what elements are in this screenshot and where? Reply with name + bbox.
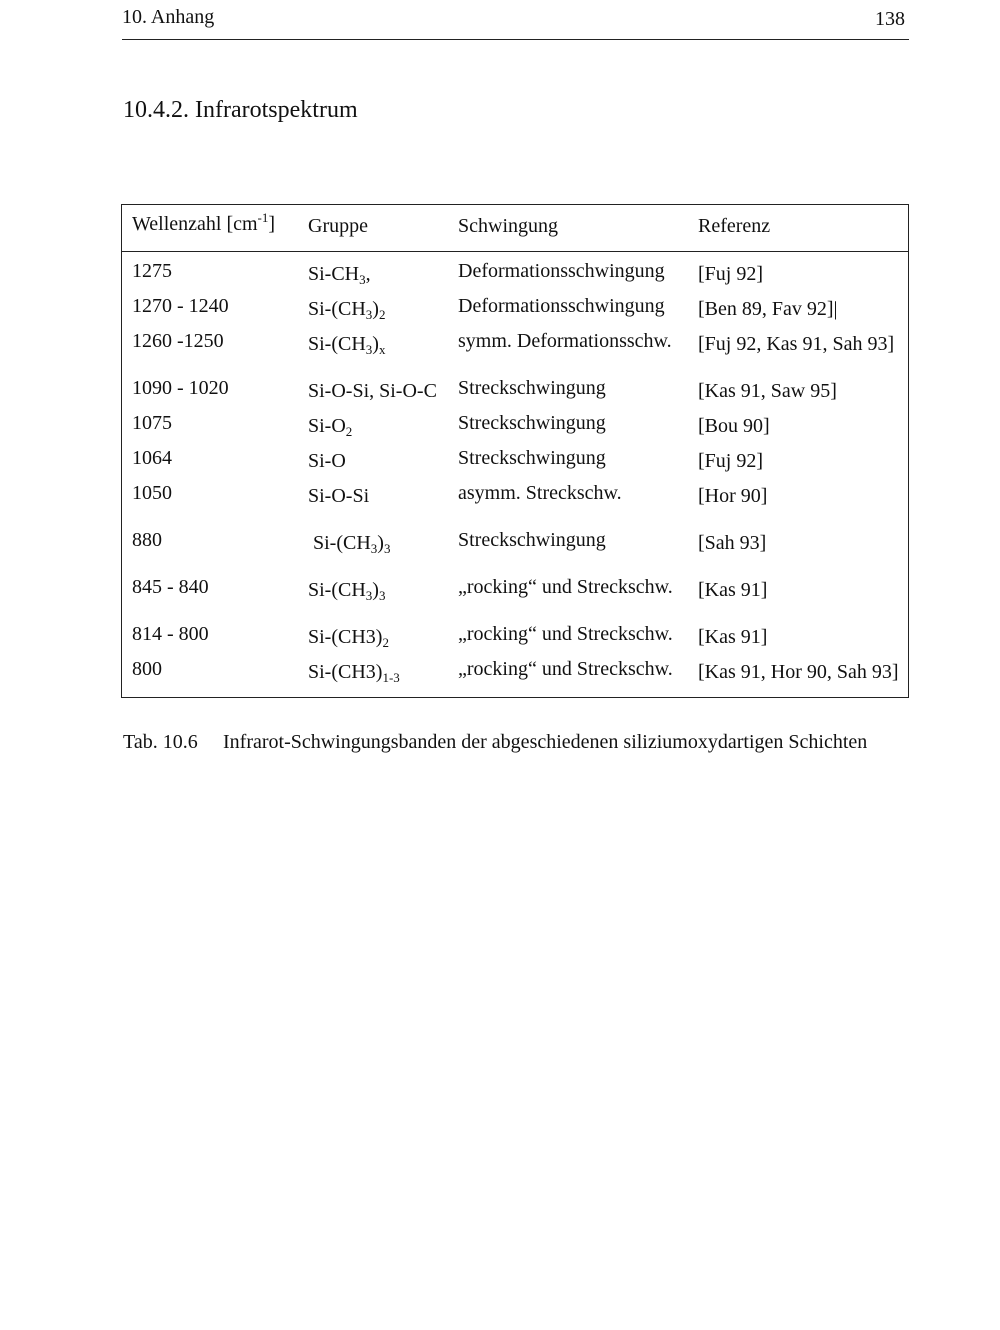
table-caption	[123, 731, 867, 754]
reference-cell: [Fuj 92]	[698, 450, 763, 472]
group-cell: $Si-CH_3$,	[308, 263, 371, 287]
wavenumber-cell: 880	[132, 529, 162, 551]
wavenumber-cell: 1064	[132, 447, 172, 469]
header-reference: Referenz	[698, 215, 771, 237]
vibration-cell: Streckschwingung	[458, 447, 606, 469]
reference-cell: [Fuj 92, Kas 91, Sah 93]	[698, 333, 895, 355]
group-cell: $Si-(CH3)_2$	[308, 626, 389, 650]
wavenumber-cell: 1275	[132, 260, 172, 282]
vibration-cell: Streckschwingung	[458, 412, 606, 434]
ir-bands-table	[121, 204, 909, 698]
vibration-cell: „rocking“ und Streckschw.	[458, 576, 673, 598]
reference-cell: [Bou 90]	[698, 415, 770, 437]
header-vibration: Schwingung	[458, 215, 558, 237]
vibration-cell: „rocking“ und Streckschw.	[458, 623, 673, 645]
header-wavenumber: Wellenzahl $[cm^{-1}]$	[132, 210, 276, 235]
page-number: 138	[875, 8, 905, 30]
vibration-cell: Streckschwingung	[458, 377, 606, 399]
group-cell: Si-O-Si, Si-O-C	[308, 380, 437, 402]
group-cell: $Si-(CH_3)_3$	[313, 532, 391, 556]
group-cell: Si-O	[308, 450, 346, 472]
group-cell: $Si-(CH_3)_3$	[308, 579, 386, 603]
reference-cell: [Kas 91]	[698, 579, 768, 601]
vibration-cell: „rocking“ und Streckschw.	[458, 658, 673, 680]
reference-cell: [Fuj 92]	[698, 263, 763, 285]
wavenumber-cell: 1075	[132, 412, 172, 434]
section-title: 10.4.2. Infrarotspektrum	[123, 97, 358, 123]
reference-cell: [Ben 89, Fav 92]|	[698, 298, 838, 320]
header-group: Gruppe	[308, 215, 368, 237]
reference-cell: [Kas 91]	[698, 626, 768, 648]
reference-cell: [Kas 91, Saw 95]	[698, 380, 837, 402]
running-header	[122, 6, 909, 40]
chapter-label: 10. Anhang	[122, 6, 215, 28]
reference-cell: [Kas 91, Hor 90, Sah 93]	[698, 661, 899, 683]
wavenumber-cell: 845 - 840	[132, 576, 209, 598]
wavenumber-cell: 800	[132, 658, 162, 680]
vibration-cell: Deformationsschwingung	[458, 260, 665, 282]
caption-label: Tab. 10.6	[123, 731, 198, 753]
group-cell: $Si-O_2$	[308, 415, 353, 439]
reference-cell: [Hor 90]	[698, 485, 768, 507]
wavenumber-cell: 1270 - 1240	[132, 295, 229, 317]
vibration-cell: Streckschwingung	[458, 529, 606, 551]
vibration-cell: Deformationsschwingung	[458, 295, 665, 317]
group-cell: $Si-(CH_3)_x$	[308, 333, 386, 357]
table-header	[122, 205, 908, 252]
group-cell: $Si-(CH_3)_2$	[308, 298, 386, 322]
vibration-cell: asymm. Streckschw.	[458, 482, 622, 504]
wavenumber-cell: 814 - 800	[132, 623, 209, 645]
wavenumber-cell: 1090 - 1020	[132, 377, 229, 399]
caption-text: Infrarot-Schwingungsbanden der abgeschiedenen siliziumoxydartigen Schichten	[223, 731, 868, 753]
group-cell: $Si-(CH3)_{1-3}$	[308, 661, 400, 685]
wavenumber-cell: 1260 -1250	[132, 330, 224, 352]
wavenumber-cell: 1050	[132, 482, 172, 504]
group-cell: Si-O-Si	[308, 485, 370, 507]
vibration-cell: symm. Deformationsschw.	[458, 330, 672, 352]
reference-cell: [Sah 93]	[698, 532, 767, 554]
